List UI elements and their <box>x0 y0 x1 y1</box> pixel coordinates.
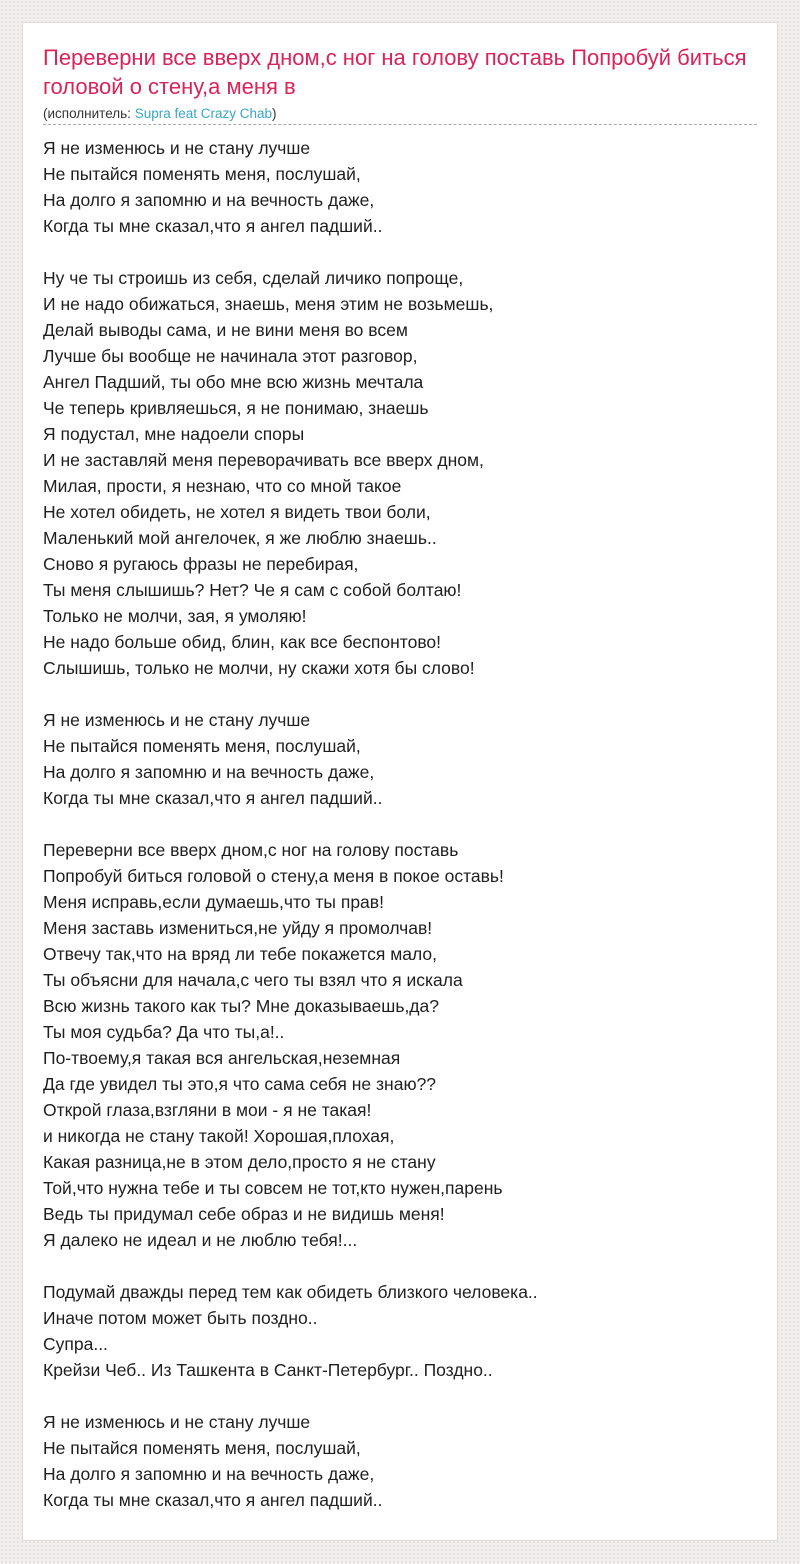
lyric-line: Не пытайся поменять меня, послушай, <box>43 164 361 184</box>
artist-line <box>43 105 277 123</box>
lyric-line: Всю жизнь такого как ты? Мне доказываешь,да? <box>43 996 439 1016</box>
lyric-line: Когда ты мне сказал,что я ангел падший.. <box>43 1490 383 1510</box>
lyric-line: На долго я запомню и на вечность даже, <box>43 762 375 782</box>
lyric-line: Я подустал, мне надоели споры <box>43 424 305 444</box>
lyric-line: Какая разница,не в этом дело,просто я не стану <box>43 1152 436 1172</box>
lyric-line: Отвечу так,что на вряд ли тебе покажется мало, <box>43 944 437 964</box>
lyric-line: Слышишь, только не молчи, ну скажи хотя бы слово! <box>43 658 475 678</box>
lyric-line: Милая, прости, я незнаю, что со мной такое <box>43 476 402 496</box>
artist-link[interactable]: Supra feat Crazy Chab <box>134 106 273 121</box>
lyrics-stanza <box>43 707 757 811</box>
lyric-line: Ангел Падший, ты обо мне всю жизнь мечтала <box>43 372 424 392</box>
lyric-line: Меня исправь,если думаешь,что ты прав! <box>43 892 384 912</box>
lyrics-stanza <box>43 1279 757 1383</box>
lyric-line: Не пытайся поменять меня, послушай, <box>43 1438 361 1458</box>
lyrics-stanza <box>43 837 757 1253</box>
lyric-line: Подумай дважды перед тем как обидеть близкого человека.. <box>43 1282 538 1302</box>
lyrics-stanza <box>43 1409 757 1513</box>
lyric-line: Не пытайся поменять меня, послушай, <box>43 736 361 756</box>
lyric-line: Крейзи Чеб.. Из Ташкента в Санкт-Петербург.. Поздно.. <box>43 1360 493 1380</box>
lyric-line: Когда ты мне сказал,что я ангел падший.. <box>43 788 383 808</box>
lyric-line: Я не изменюсь и не стану лучше <box>43 138 311 158</box>
lyric-line: Меня заставь измениться,не уйду я промолчав! <box>43 918 433 938</box>
lyric-line: Че теперь кривляешься, я не понимаю, знаешь <box>43 398 429 418</box>
lyric-line: И не надо обижаться, знаешь, меня этим не возьмешь, <box>43 294 494 314</box>
lyric-line: Да где увидел ты это,я что сама себя не знаю?? <box>43 1074 437 1094</box>
song-title: Переверни все вверх дном,с ног на голову поставь Попробуй биться головой о стену,а меня в <box>43 45 747 99</box>
lyric-line: и никогда не стану такой! Хорошая,плохая, <box>43 1126 395 1146</box>
lyrics-stanza <box>43 265 757 681</box>
lyric-line: Ты моя судьба? Да что ты,а!.. <box>43 1022 285 1042</box>
artist-prefix: (исполнитель: <box>43 106 135 121</box>
lyric-line: Не хотел обидеть, не хотел я видеть твои боли, <box>43 502 431 522</box>
lyric-line: Лучше бы вообще не начинала этот разговор, <box>43 346 418 366</box>
lyric-line: Попробуй биться головой о стену,а меня в покое оставь! <box>43 866 504 886</box>
lyric-line: Не надо больше обид, блин, как все беспонтово! <box>43 632 442 652</box>
lyric-line: На долго я запомню и на вечность даже, <box>43 190 375 210</box>
lyric-line: Делай выводы сама, и не вини меня во всем <box>43 320 408 340</box>
lyric-line: Маленький мой ангелочек, я же люблю знаешь.. <box>43 528 437 548</box>
lyric-line: Я не изменюсь и не стану лучше <box>43 710 311 730</box>
lyric-line: На долго я запомню и на вечность даже, <box>43 1464 375 1484</box>
lyric-line: Я не изменюсь и не стану лучше <box>43 1412 311 1432</box>
lyrics-card <box>22 22 778 1541</box>
lyric-line: Ты объясни для начала,с чего ты взял что я искала <box>43 970 463 990</box>
lyric-line: Иначе потом может быть поздно.. <box>43 1308 318 1328</box>
lyric-line: Я далеко не идеал и не люблю тебя!... <box>43 1230 358 1250</box>
lyric-line: Переверни все вверх дном,с ног на голову поставь <box>43 840 459 860</box>
lyric-line: Супра... <box>43 1334 108 1354</box>
lyric-line: Ну че ты строишь из себя, сделай личико попроще, <box>43 268 464 288</box>
lyric-line: Когда ты мне сказал,что я ангел падший.. <box>43 216 383 236</box>
lyric-line: Открой глаза,взгляни в мои - я не такая! <box>43 1100 372 1120</box>
lyric-line: Ведь ты придумал себе образ и не видишь меня! <box>43 1204 445 1224</box>
title-divider <box>43 124 757 125</box>
lyric-line: Сново я ругаюсь фразы не перебирая, <box>43 554 359 574</box>
lyrics-stanza <box>43 135 757 239</box>
lyric-line: Ты меня слышишь? Нет? Че я сам с собой болтаю! <box>43 580 462 600</box>
artist-suffix: ) <box>272 106 277 121</box>
lyric-line: Той,что нужна тебе и ты совсем не тот,кто нужен,парень <box>43 1178 503 1198</box>
lyric-line: И не заставляй меня переворачивать все вверх дном, <box>43 450 484 470</box>
lyric-line: По-твоему,я такая вся ангельская,неземная <box>43 1048 401 1068</box>
lyrics-body <box>43 135 757 1539</box>
lyric-line: Только не молчи, зая, я умоляю! <box>43 606 307 626</box>
